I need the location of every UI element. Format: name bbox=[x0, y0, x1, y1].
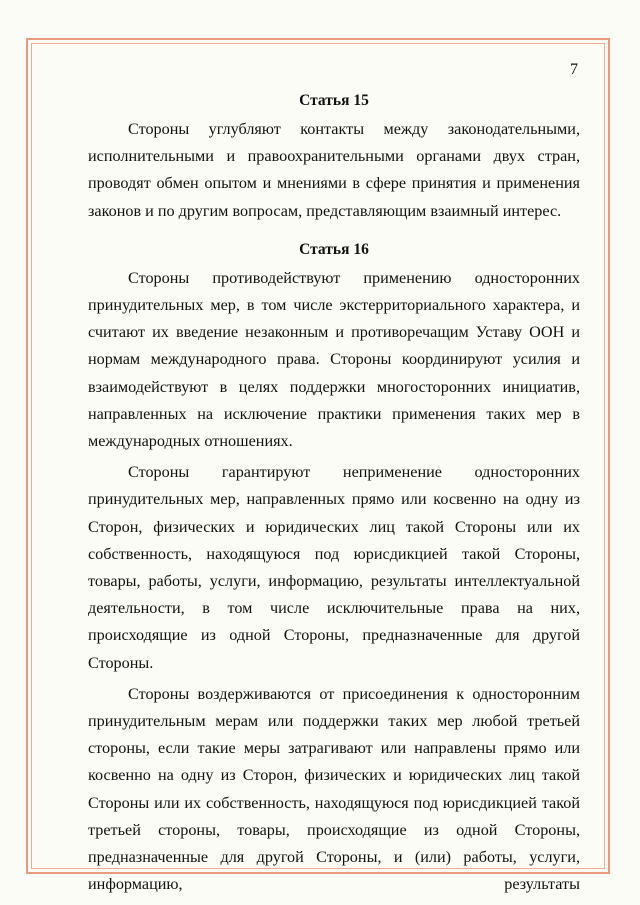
article-paragraph: Стороны углубляют контакты между законодательными, исполнительными и правоохранительными органами двух стран, проводят обмен опытом и мнениями в сфере принятия и применения законов и по другим вопросам, представляющим взаимный интерес. bbox=[88, 120, 580, 220]
document-body bbox=[88, 88, 580, 898]
article-paragraph: Стороны противодействуют применению односторонних принудительных мер, в том числе экстерриториального характера, и считают их введение незаконным и противоречащим Уставу ООН и нормам международного права. Стороны координируют усилия и взаимодействуют в целях поддержки многосторонних инициатив, направленных на исключение практики применения таких мер в международных отношениях. bbox=[88, 268, 580, 451]
article-15 bbox=[88, 88, 580, 225]
article-16 bbox=[88, 237, 580, 899]
article-paragraph: Стороны воздерживаются от присоединения к односторонним принудительным мерам или поддержки таких мер любой третьей стороны, если такие меры затрагивают или направлены прямо или косвенно на одну из Сторон, физических и юридических лиц такой Стороны или их собственность, находящуюся под юрисдикцией такой третьей стороны, товары, происходящие из одной Стороны, предназначенные для другой Стороны, и (или) работы, услуги, информацию, результаты bbox=[88, 684, 580, 894]
article-heading: Статья 15 bbox=[299, 92, 369, 109]
article-heading: Статья 16 bbox=[299, 240, 369, 258]
article-paragraph: Стороны гарантируют неприменение односторонних принудительных мер, направленных прямо или косвенно на одну из Сторон, физических и юридических лиц такой Стороны или их собственность, находящуюся под юрисдикцией такой Стороны, товары, работы, услуги, информацию, результаты интеллектуальной деятельности, в том числе исключительные права на них, происходящие из одной Стороны, предназначенные для другой Стороны. bbox=[88, 463, 580, 672]
page-number: 7 bbox=[570, 61, 578, 78]
